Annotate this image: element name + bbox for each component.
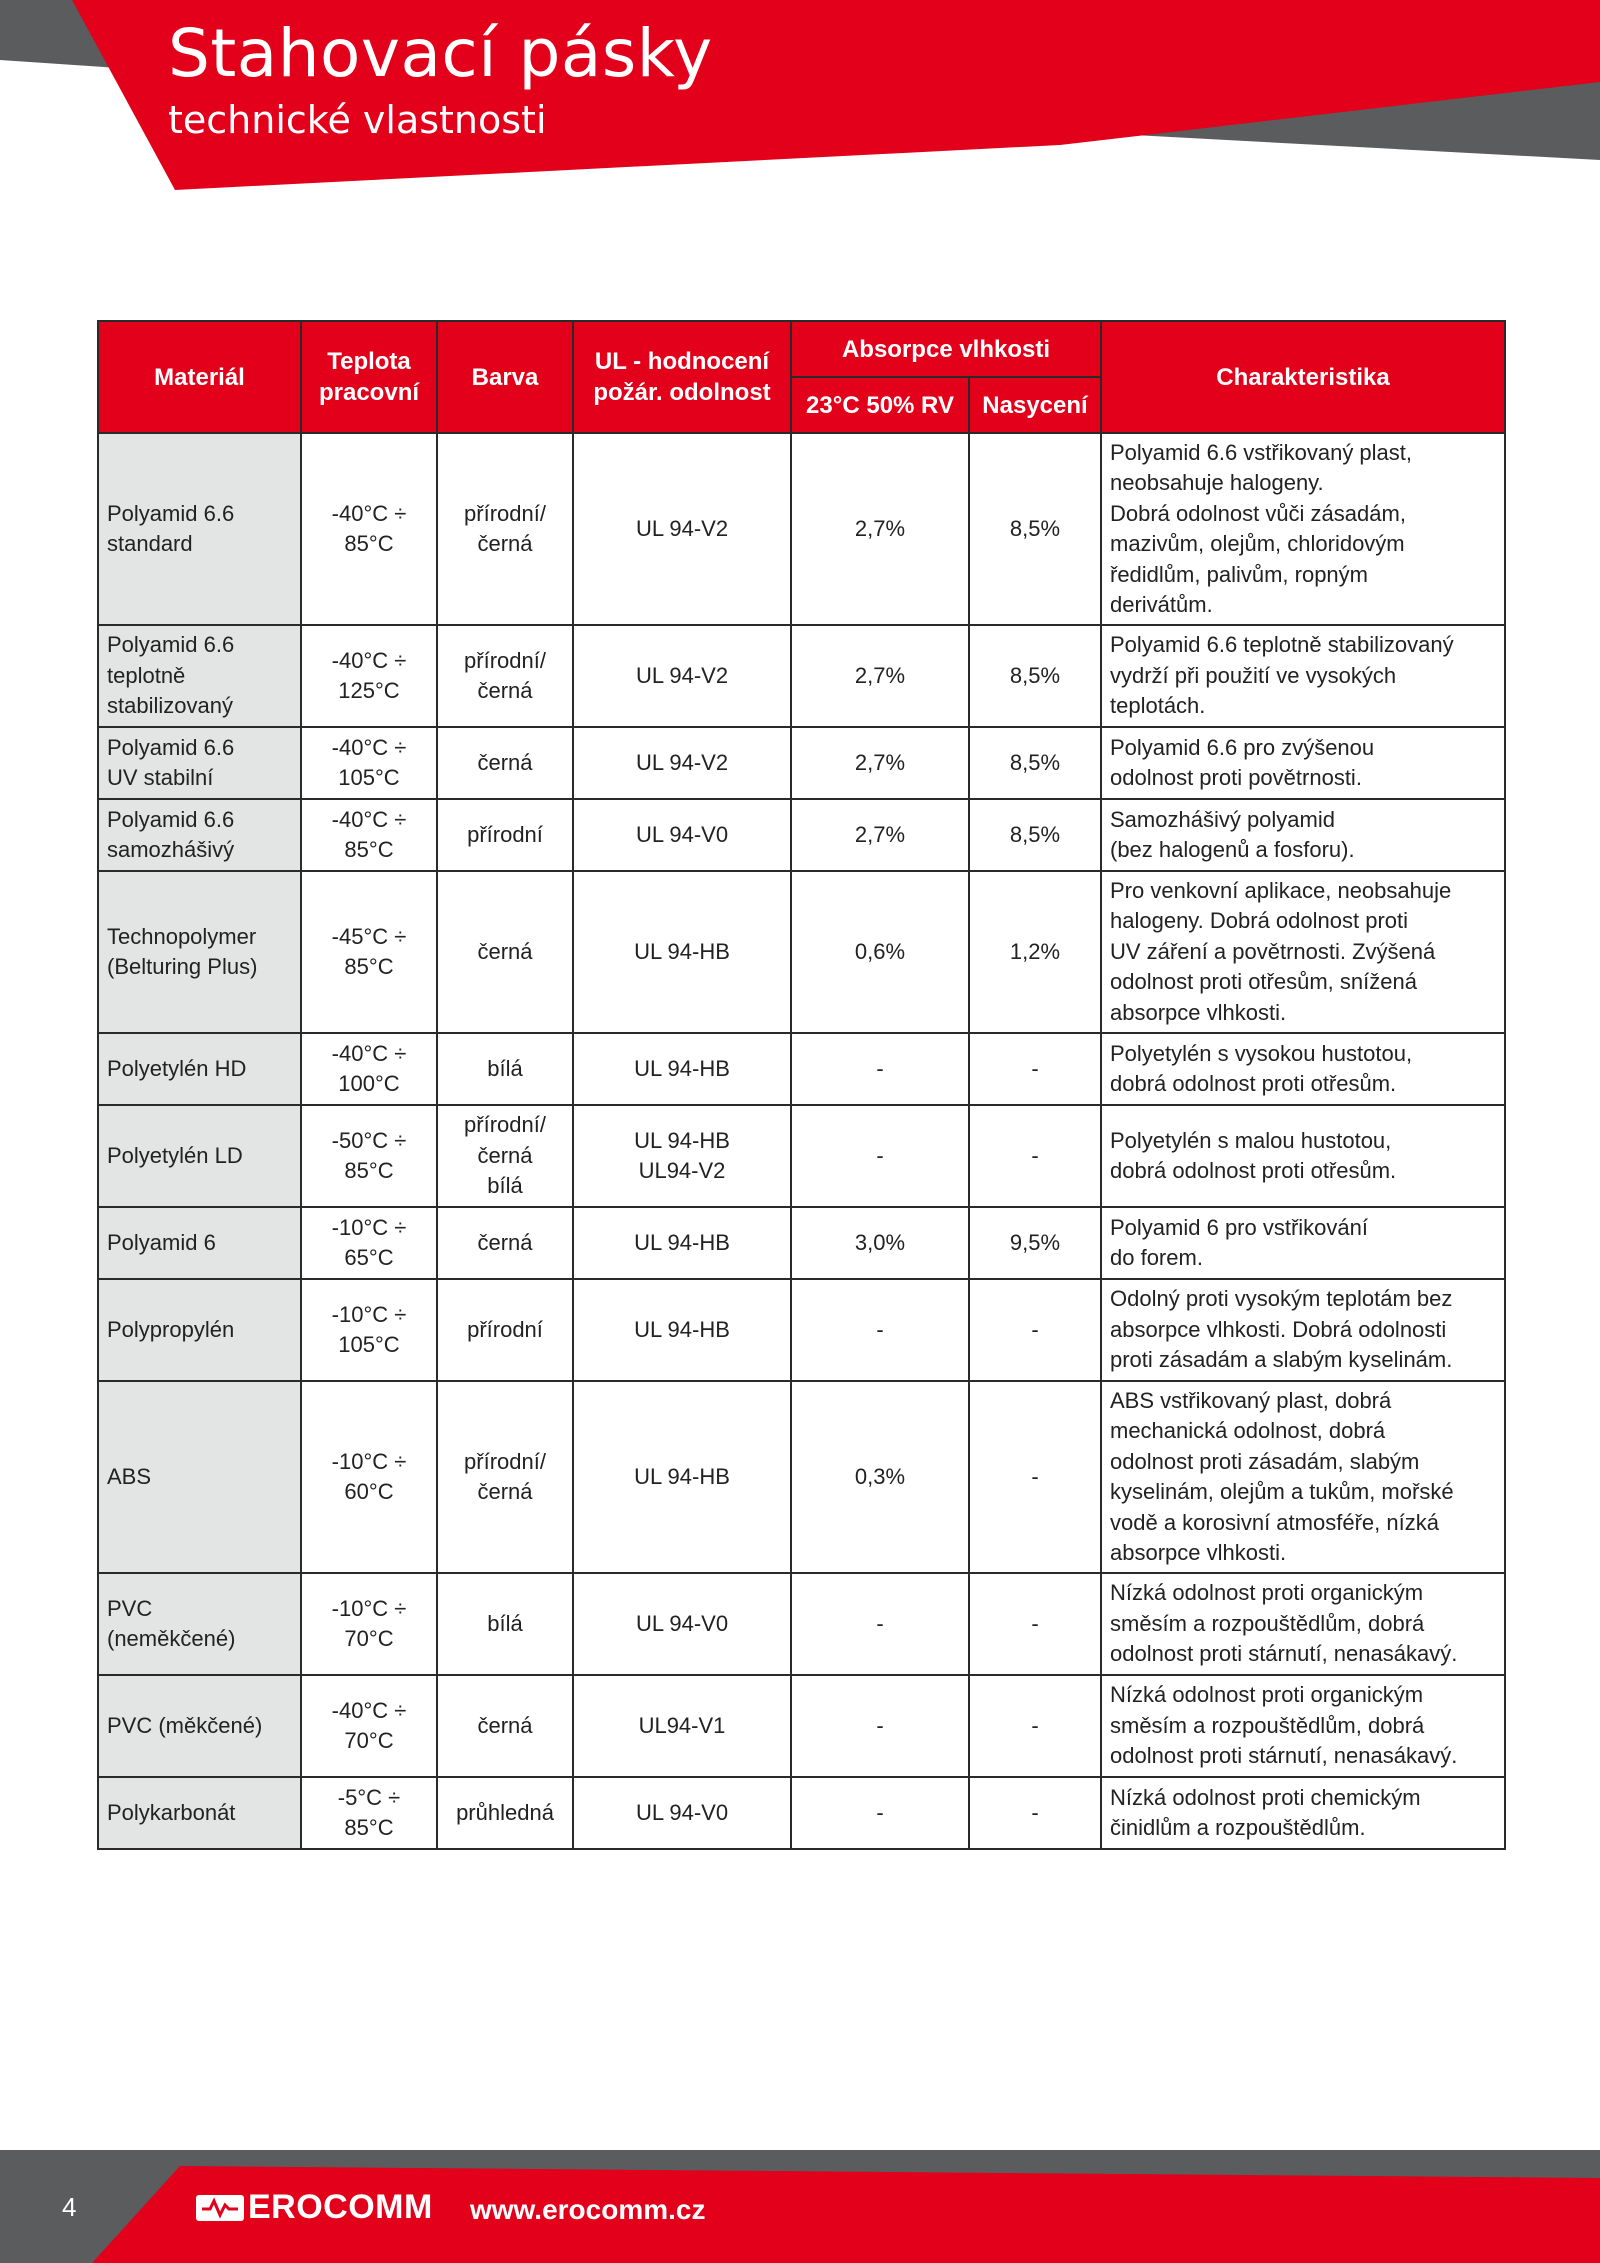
header-abs-23c: 23°C 50% RV [791,377,969,433]
description-cell: Polyamid 6 pro vstřikování do forem. [1101,1207,1505,1279]
header-description: Charakteristika [1101,321,1505,433]
color-cell: přírodní/ černá [437,433,573,625]
header-ul-rating: UL - hodnocení požár. odolnost [573,321,791,433]
material-cell: Polyamid 6.6 standard [98,433,301,625]
table-row [98,1573,1505,1675]
absorption-saturation-cell: 8,5% [969,799,1101,871]
absorption-saturation-cell: 8,5% [969,433,1101,625]
absorption-23c-cell: 0,6% [791,871,969,1033]
table-row [98,433,1505,625]
table-row [98,1381,1505,1573]
temperature-cell: -45°C ÷ 85°C [301,871,437,1033]
temperature-cell: -40°C ÷ 70°C [301,1675,437,1777]
material-cell: PVC (měkčené) [98,1675,301,1777]
color-cell: černá [437,871,573,1033]
color-cell: přírodní/ černá bílá [437,1105,573,1207]
absorption-saturation-cell: - [969,1675,1101,1777]
page-subtitle: technické vlastnosti [168,98,547,142]
absorption-23c-cell: - [791,1777,969,1849]
absorption-23c-cell: 2,7% [791,625,969,727]
page-number: 4 [62,2192,77,2222]
material-cell: Polykarbonát [98,1777,301,1849]
ul-rating-cell: UL94-V1 [573,1675,791,1777]
absorption-23c-cell: 2,7% [791,433,969,625]
material-cell: Polyetylén HD [98,1033,301,1105]
ul-rating-cell: UL 94-HB [573,1033,791,1105]
ul-rating-cell: UL 94-V0 [573,1573,791,1675]
material-cell: Polypropylén [98,1279,301,1381]
header-material: Materiál [98,321,301,433]
temperature-cell: -10°C ÷ 65°C [301,1207,437,1279]
temperature-cell: -40°C ÷ 125°C [301,625,437,727]
table-row [98,1777,1505,1849]
absorption-23c-cell: - [791,1033,969,1105]
absorption-23c-cell: - [791,1279,969,1381]
color-cell: černá [437,1675,573,1777]
header-abs-saturation: Nasycení [969,377,1101,433]
ul-rating-cell: UL 94-HB [573,1381,791,1573]
header-absorption: Absorpce vlhkosti [791,321,1101,377]
ul-rating-cell: UL 94-HB [573,871,791,1033]
description-cell: Odolný proti vysokým teplotám bez absorpce vlhkosti. Dobrá odolnosti proti zásadám a slabým kyselinám. [1101,1279,1505,1381]
description-cell: Nízká odolnost proti chemickým činidlům a rozpouštědlům. [1101,1777,1505,1849]
ul-rating-cell: UL 94-V2 [573,625,791,727]
website-link[interactable]: www.erocomm.cz [470,2194,706,2225]
ul-rating-cell: UL 94-HB UL94-V2 [573,1105,791,1207]
temperature-cell: -40°C ÷ 85°C [301,433,437,625]
material-cell: Polyamid 6.6 UV stabilní [98,727,301,799]
description-cell: Polyamid 6.6 teplotně stabilizovaný vydrží při použití ve vysokých teplotách. [1101,625,1505,727]
color-cell: bílá [437,1573,573,1675]
description-cell: Polyamid 6.6 pro zvýšenou odolnost proti povětrnosti. [1101,727,1505,799]
color-cell: černá [437,1207,573,1279]
description-cell: Polyamid 6.6 vstřikovaný plast, neobsahuje halogeny. Dobrá odolnost vůči zásadám, mazivům, olejům, chloridovým ředidlům, palivům, ropným derivátům. [1101,433,1505,625]
color-cell: průhledná [437,1777,573,1849]
ul-rating-cell: UL 94-HB [573,1207,791,1279]
absorption-saturation-cell: 9,5% [969,1207,1101,1279]
material-cell: ABS [98,1381,301,1573]
absorption-saturation-cell: - [969,1105,1101,1207]
logo-text: EROCOMM [248,2188,433,2226]
absorption-23c-cell: - [791,1675,969,1777]
table-body [98,433,1505,1849]
table-row [98,1675,1505,1777]
absorption-saturation-cell: 8,5% [969,625,1101,727]
table-row [98,727,1505,799]
material-cell: Technopolymer (Belturing Plus) [98,871,301,1033]
ul-rating-cell: UL 94-V0 [573,1777,791,1849]
page-title: Stahovací pásky [168,15,713,92]
table-row [98,1207,1505,1279]
description-cell: Nízká odolnost proti organickým směsím a rozpouštědlům, dobrá odolnost proti stárnutí, nenasákavý. [1101,1675,1505,1777]
logo-mark-icon [196,2195,244,2221]
temperature-cell: -50°C ÷ 85°C [301,1105,437,1207]
absorption-saturation-cell: 1,2% [969,871,1101,1033]
temperature-cell: -10°C ÷ 70°C [301,1573,437,1675]
color-cell: přírodní/ černá [437,1381,573,1573]
material-cell: Polyetylén LD [98,1105,301,1207]
color-cell: přírodní [437,799,573,871]
header-temperature: Teplota pracovní [301,321,437,433]
description-cell: Samozhášivý polyamid (bez halogenů a fosforu). [1101,799,1505,871]
color-cell: přírodní/ černá [437,625,573,727]
temperature-cell: -5°C ÷ 85°C [301,1777,437,1849]
absorption-23c-cell: 3,0% [791,1207,969,1279]
absorption-saturation-cell: - [969,1381,1101,1573]
temperature-cell: -40°C ÷ 100°C [301,1033,437,1105]
material-cell: Polyamid 6 [98,1207,301,1279]
header-color: Barva [437,321,573,433]
color-cell: přírodní [437,1279,573,1381]
color-cell: černá [437,727,573,799]
table-row [98,1279,1505,1381]
description-cell: ABS vstřikovaný plast, dobrá mechanická odolnost, dobrá odolnost proti zásadám, slabým kyselinám, olejům a tukům, mořské vodě a korosivní atmosféře, nízká absorpce vlhkosti. [1101,1381,1505,1573]
absorption-23c-cell: 0,3% [791,1381,969,1573]
ul-rating-cell: UL 94-V2 [573,433,791,625]
temperature-cell: -40°C ÷ 105°C [301,727,437,799]
erocomm-logo [196,2188,433,2227]
absorption-23c-cell: - [791,1573,969,1675]
material-cell: Polyamid 6.6 samozhášivý [98,799,301,871]
color-cell: bílá [437,1033,573,1105]
table-row [98,871,1505,1033]
temperature-cell: -10°C ÷ 60°C [301,1381,437,1573]
absorption-saturation-cell: - [969,1033,1101,1105]
description-cell: Polyetylén s vysokou hustotou, dobrá odolnost proti otřesům. [1101,1033,1505,1105]
properties-table [97,320,1506,1850]
absorption-saturation-cell: - [969,1777,1101,1849]
absorption-saturation-cell: - [969,1573,1101,1675]
material-cell: Polyamid 6.6 teplotně stabilizovaný [98,625,301,727]
description-cell: Nízká odolnost proti organickým směsím a rozpouštědlům, dobrá odolnost proti stárnutí, nenasákavý. [1101,1573,1505,1675]
temperature-cell: -40°C ÷ 85°C [301,799,437,871]
absorption-saturation-cell: 8,5% [969,727,1101,799]
table-row [98,625,1505,727]
ul-rating-cell: UL 94-HB [573,1279,791,1381]
ul-rating-cell: UL 94-V2 [573,727,791,799]
absorption-23c-cell: - [791,1105,969,1207]
table-row [98,1033,1505,1105]
temperature-cell: -10°C ÷ 105°C [301,1279,437,1381]
absorption-saturation-cell: - [969,1279,1101,1381]
description-cell: Pro venkovní aplikace, neobsahuje halogeny. Dobrá odolnost proti UV záření a povětrnosti. Zvýšená odolnost proti otřesům, snížená absorpce vlhkosti. [1101,871,1505,1033]
absorption-23c-cell: 2,7% [791,799,969,871]
description-cell: Polyetylén s malou hustotou, dobrá odolnost proti otřesům. [1101,1105,1505,1207]
table-row [98,1105,1505,1207]
absorption-23c-cell: 2,7% [791,727,969,799]
ul-rating-cell: UL 94-V0 [573,799,791,871]
material-cell: PVC (neměkčené) [98,1573,301,1675]
table-row [98,799,1505,871]
